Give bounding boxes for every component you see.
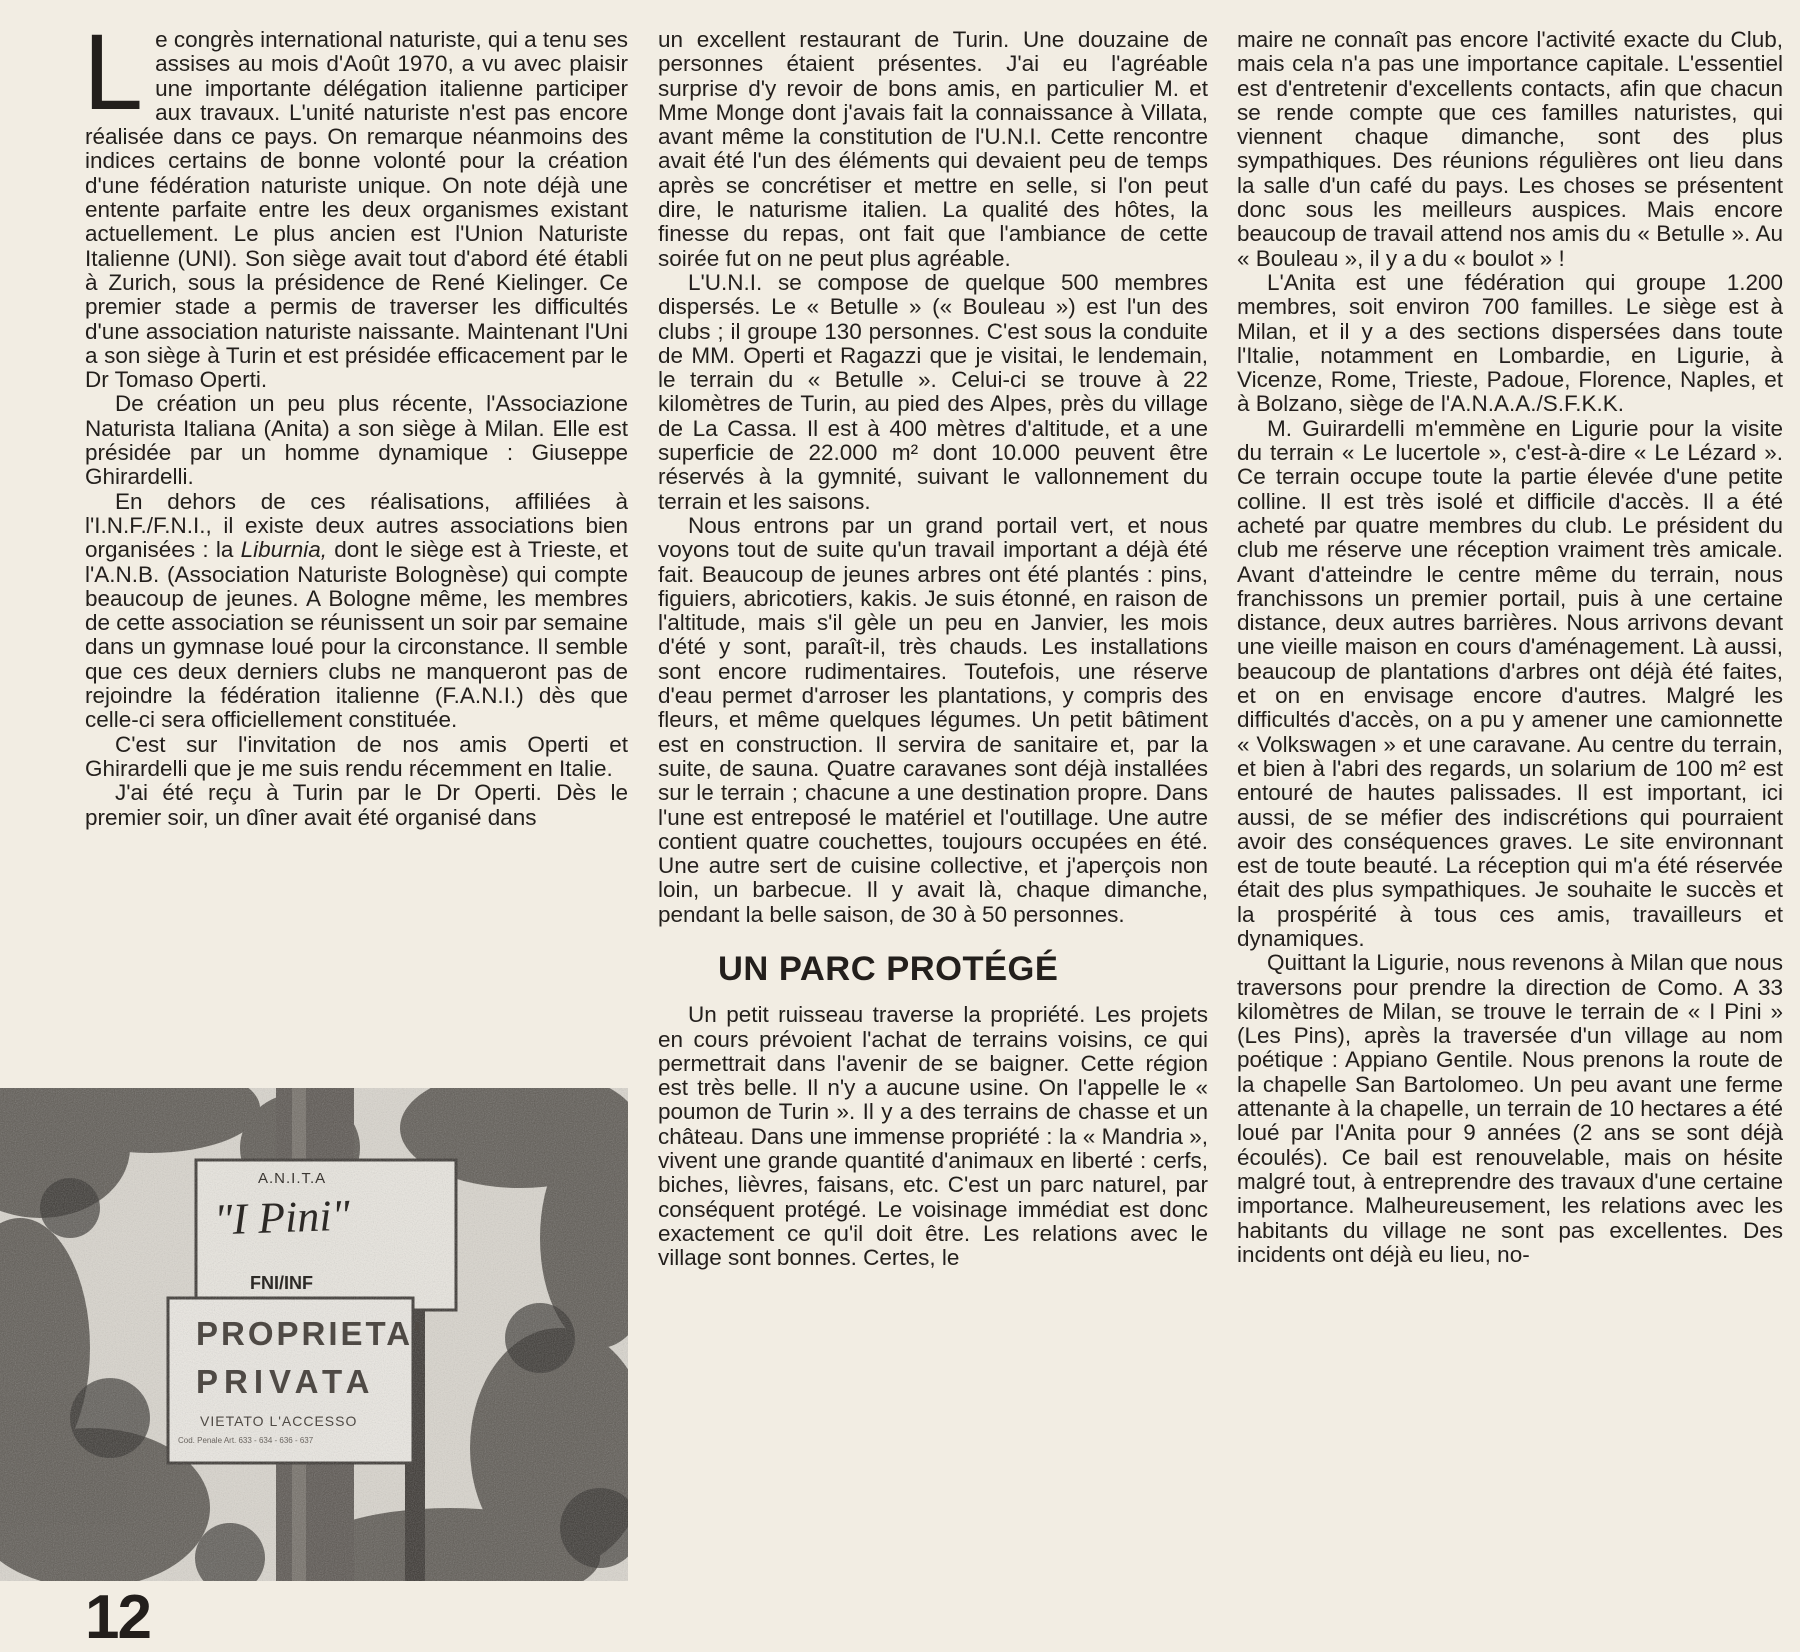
sign-photo <box>0 1088 628 1581</box>
article-column-3 <box>1237 28 1783 1267</box>
article-paragraph <box>85 490 628 733</box>
article-paragraph: L'U.N.I. se compose de quelque 500 membres dispersés. Le « Betulle » (« Bouleau ») est l'un des clubs ; il groupe 130 personnes. C'est sous la conduite de MM. Operti et Ragazzi que je visitai, le lendemain, le terrain du « Betulle ». Celui-ci se trouve à 22 kilomètres de Turin, au pied des Alpes, près du village de La Cassa. Il est à 400 mètres d'altitude, et a une superficie de 22.000 m² dont 10.000 peuvent être réservés à la gymnité, suivant le vallonnement du terrain et les saisons. <box>658 269 1208 514</box>
sign-line-2: PRIVATA <box>196 1363 376 1400</box>
sign-small-text: Cod. Penale Art. 633 - 634 - 636 - 637 <box>178 1436 314 1445</box>
article-paragraph: J'ai été reçu à Turin par le Dr Operti. Dès le premier soir, un dîner avait été organisé dans <box>85 780 628 830</box>
drop-cap: L <box>83 11 144 132</box>
italic-club-name: Liburnia, <box>240 537 327 563</box>
article-paragraph: maire ne connaît pas encore l'activité exacte du Club, mais cela n'a pas une importance capitale. L'essentiel est d'entretenir d'excellents contacts, afin que chacun se rende compte que ces familles naturistes, qui viennent chaque dimanche, sont des plus sympathiques. Des réunions régulières ont lieu dans la salle d'un café du pays. Les choses se présentent donc sous les meilleurs auspices. Mais encore beaucoup de travail attend nos amis du « Betulle ». Au « Bouleau », il y a du « boulot » ! <box>1237 27 1783 271</box>
article-paragraph: Quittant la Ligurie, nous revenons à Milan que nous traversons pour prendre la direction de Como. A 33 kilomètres de Milan, se trouve le terrain de « I Pini » (Les Pins), après la traversée d'un village au nom poétique : Appiano Gentile. Nous prenons la route de la chapelle San Bartolomeo. Un peu avant une ferme attenante à la chapelle, un terrain de 10 hectares a été loué par l'Anita pour 9 années (2 ans se sont déjà écoulés). Ce bail est renouvelable, mais on hésite malgré tout, à entreprendre des travaux d'une certaine importance. Malheureusement, les relations avec les habitants du village ne sont pas excellentes. Des incidents ont déjà eu lieu, no- <box>1237 950 1783 1267</box>
article-paragraph: M. Guirardelli m'emmène en Ligurie pour la visite du terrain « Le lucertole », c'est-à-dire « Le Lézard ». Ce terrain occupe toute la partie élevée d'une petite colline. Il est très isolé et difficile d'accès. Il a été acheté par quatre membres du club. Le président du club me réserve une réception vraiment très amicale. Avant d'atteindre le centre même du terrain, nous franchissons un premier portail, puis à une certaine distance, deux autres barrières. Nous arrivons devant une vieille maison en cours d'aménagement. Là aussi, beaucoup de plantations d'arbres ont déjà été faites, et on en envisage encore d'autres. Malgré les difficultés d'accès, on a pu y amener une camionnette « Volkswagen » et une caravane. Au centre du terrain, et bien à l'abri des regards, un solarium de 100 m² est entouré de hautes palissades. Il est important, ici aussi, de se méfier des indiscrétions qui pourraient avoir des conséquences graves. Le site environnant est de toute beauté. La réception qui m'a été réservée était des plus sympathiques. Je souhaite le succès et la prospérité à tous ces amis, travailleurs et dynamiques. <box>1237 415 1783 951</box>
article-paragraph: C'est sur l'invitation de nos amis Operti et Ghirardelli que je me suis rendu récemment en Italie. <box>85 731 628 781</box>
page-number: 12 <box>85 1583 150 1652</box>
sign-line-1: PROPRIETA' <box>196 1315 424 1352</box>
article-column-1 <box>83 11 629 830</box>
sign-fni-text: FNI/INF <box>250 1273 313 1293</box>
section-heading: UN PARC PROTÉGÉ <box>718 949 1059 988</box>
article-paragraph <box>83 11 628 393</box>
paragraph-text: e congrès international naturiste, qui a tenu ses assises au mois d'Août 1970, a vu avec plaisir une importante délégation italienne participer aux travaux. L'unité naturiste n'est pas encore réalisée dans ce pays. On remarque néanmoins des indices certains de bonne volonté pour la création d'une fédération naturiste unique. On note déjà une entente parfaite entre les deux organismes existant actuellement. Le plus ancien est l'Union Naturiste Italienne (UNI). Son siège avait tout d'abord été établi à Zurich, sous la présidence de René Kielinger. Ce premier stade a permis de traverser les difficultés d'une association naturiste naissante. Maintenant l'Uni a son siège à Turin et est présidée efficacement par le Dr Tomaso Operti. <box>85 27 628 393</box>
sign-top-text: A.N.I.T.A <box>258 1170 327 1187</box>
sign-name-text: "I Pini" <box>213 1190 351 1245</box>
article-paragraph: De création un peu plus récente, l'Associazione Naturista Italiana (Anita) a son siège à Milan. Elle est présidée par un homme dynamique : Giuseppe Ghirardelli. <box>85 391 628 490</box>
article-column-2 <box>658 28 1208 1271</box>
paragraph-text: dont le siège est à Trieste, et l'A.N.B. (Association Naturiste Bolognèse) qui compte beaucoup de jeunes. A Bologne même, les membres de cette association se réunissent un soir par semaine dans un gymnase loué pour la circonstance. Il semble que ces deux derniers clubs ne manqueront pas de rejoindre la fédération italienne (F.A.N.I.) dès que celle-ci sera officiellement constituée. <box>85 537 629 733</box>
article-paragraph: Un petit ruisseau traverse la propriété. Les projets en cours prévoient l'achat de terrains voisins, ce qui permettrait dans l'avenir de se baigner. Cette région est très belle. Il n'y a aucune usine. On l'appelle le « poumon de Turin ». Il y a des terrains de chasse et un château. Dans une immense propriété : la « Mandria », vivent une grande quantité d'animaux en liberté : cerfs, biches, lièvres, faisans, etc. C'est un parc naturel, par conséquent protégé. Le voisinage immédiat est donc exactement ce qu'il doit être. Les relations avec le village sont bonnes. Certes, le <box>658 1002 1208 1271</box>
paragraph-text: En dehors de ces réalisations, affiliées à l'I.N.F./F.N.I., il existe deux autres associations bien organisées : la <box>85 488 628 563</box>
sign-line-3: VIETATO L'ACCESSO <box>200 1413 358 1429</box>
article-paragraph: un excellent restaurant de Turin. Une douzaine de personnes étaient présentes. J'ai eu l'agréable surprise d'y revoir de bons amis, en particulier M. et Mme Monge dont j'avais fait la connaissance à Villata, avant même la constitution de l'U.N.I. Cette rencontre avait été l'un des éléments qui devaient peu de temps après se concrétiser et mettre en selle, si l'on peut dire, le naturisme italien. La qualité des hôtes, la finesse du repas, ont fait que l'ambiance de cette soirée fut on ne peut plus agréable. <box>658 27 1208 271</box>
article-paragraph: Nous entrons par un grand portail vert, et nous voyons tout de suite qu'un travail important a déjà été fait. Beaucoup de jeunes arbres ont été plantés : pins, figuiers, abricotiers, kakis. Je suis étonné, en raison de l'altitude, mais s'il gèle un peu en Janvier, les mois d'été y sont, paraît-il, très chauds. Les installations sont encore rudimentaires. Toutefois, une réserve d'eau permet d'arroser les plantations, y compris des fleurs, et même quelques légumes. Un petit bâtiment est en construction. Il servira de sanitaire et, par la suite, de sauna. Quatre caravanes sont déjà installées sur le terrain ; chacune a une destination propre. Dans l'une est entreposé le matériel et l'outillage. Une autre contient quatre couchettes, toujours occupées en été. Une autre sert de cuisine collective, et j'aperçois non loin, un barbecue. Il y avait là, chaque dimanche, pendant la belle saison, de 30 à 50 personnes. <box>658 512 1208 927</box>
article-paragraph: L'Anita est une fédération qui groupe 1.200 membres, soit environ 700 familles. Le siège est à Milan, et il y a des sections dispersées dans toute l'Italie, notamment en Lombardie, en Ligurie, à Vicenze, Rome, Trieste, Padoue, Florence, Naples, et à Bolzano, siège de l'A.N.A.A./S.F.K.K. <box>1237 269 1783 417</box>
